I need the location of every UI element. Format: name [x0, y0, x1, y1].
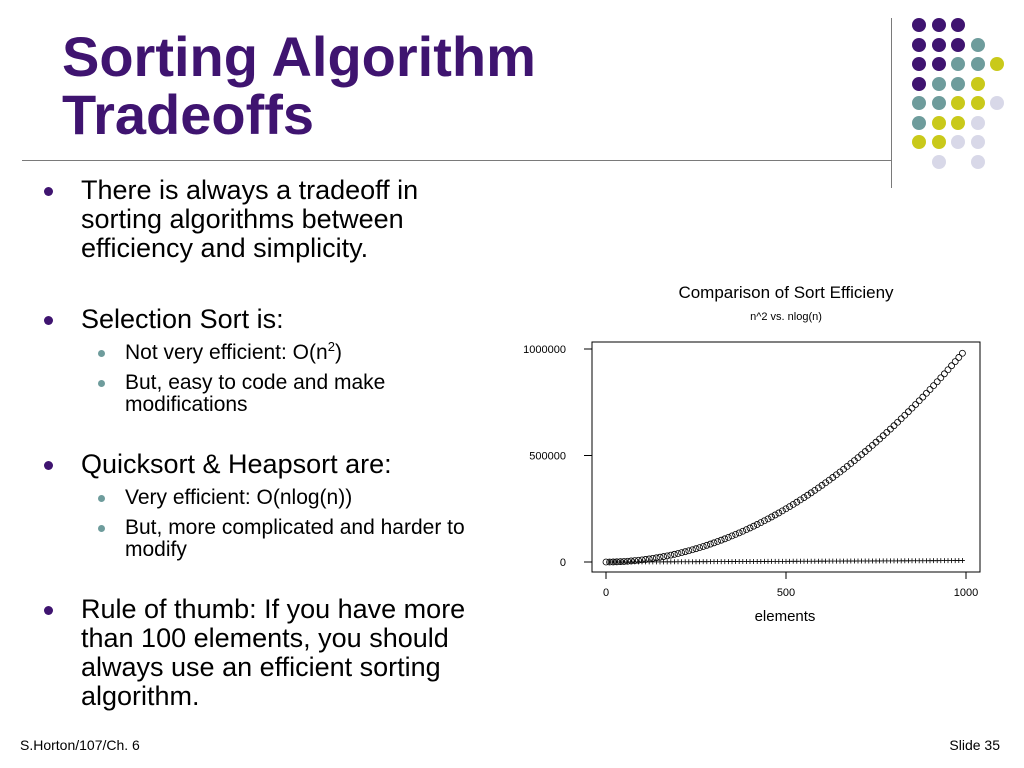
bullet-item: [44, 176, 504, 263]
bullet-list: [44, 176, 504, 711]
decorative-dot-grid: [902, 10, 1022, 170]
bullet-text: Quicksort & Heapsort are:: [81, 449, 392, 479]
bullet-marker: [44, 187, 53, 196]
n-squared-point: [949, 363, 955, 369]
n-squared-point: [909, 405, 915, 411]
n-squared-point: [938, 375, 944, 381]
n-squared-point: [873, 439, 879, 445]
decorative-dot: [990, 57, 1004, 71]
decorative-dot: [971, 96, 985, 110]
sub-bullet-item: [88, 372, 504, 416]
x-axis: [603, 572, 978, 599]
decorative-dot: [932, 116, 946, 130]
series-nlogn: [607, 558, 965, 564]
n-squared-point: [736, 530, 742, 536]
n-squared-point: [722, 536, 728, 542]
x-tick-label: 1000: [953, 587, 979, 599]
n-squared-point: [772, 512, 778, 518]
n-squared-point: [905, 409, 911, 415]
sub-bullet-marker: [98, 525, 105, 532]
n-squared-point: [682, 549, 688, 555]
sub-bullet-item: [88, 517, 504, 561]
n-squared-point: [956, 354, 962, 360]
n-squared-point: [927, 386, 933, 392]
chart-subtitle: n^2 vs. nlog(n): [750, 311, 822, 323]
sub-bullet-marker: [98, 380, 105, 387]
n-squared-point: [776, 510, 782, 516]
sub-bullet-text: But, more complicated and harder to modify: [125, 516, 465, 561]
n-squared-point: [891, 423, 897, 429]
n-squared-point: [686, 548, 692, 554]
sub-bullet-text: Not very efficient: $O(n^2)$: [125, 339, 342, 364]
n-squared-point: [941, 371, 947, 377]
footer-author: S.Horton/107/Ch. 6: [20, 737, 140, 753]
decorative-dot: [932, 135, 946, 149]
y-tick-label: 500000: [529, 450, 566, 463]
decorative-dot: [932, 57, 946, 71]
n-squared-point: [747, 525, 753, 531]
decorative-dot: [951, 57, 965, 71]
decorative-dot: [912, 77, 926, 91]
sub-bullet-text: But, easy to code and make modifications: [125, 371, 386, 416]
y-tick-label: 1000000: [523, 344, 566, 356]
n-squared-point: [877, 436, 883, 442]
vertical-rule: [891, 18, 892, 188]
decorative-dot: [990, 96, 1004, 110]
n-squared-point: [923, 390, 929, 396]
n-squared-point: [715, 539, 721, 545]
chart-title: Comparison of Sort Efficieny: [678, 283, 894, 302]
n-squared-point: [931, 383, 937, 389]
n-squared-point: [740, 528, 746, 534]
n-squared-point: [916, 398, 922, 404]
decorative-dot: [932, 96, 946, 110]
decorative-dot: [932, 18, 946, 32]
decorative-dot: [932, 77, 946, 91]
n-squared-point: [898, 416, 904, 422]
decorative-dot: [912, 57, 926, 71]
sub-bullet-marker: [98, 495, 105, 502]
bullet-item: [44, 305, 504, 334]
n-squared-point: [920, 394, 926, 400]
sub-bullet-text: Very efficient: O(nlog(n)): [125, 486, 353, 509]
decorative-dot: [951, 135, 965, 149]
n-squared-point: [704, 542, 710, 548]
n-squared-point: [729, 533, 735, 539]
n-squared-point: [902, 412, 908, 418]
n-squared-point: [959, 350, 965, 356]
title-line-2: Tradeoffs: [62, 83, 315, 146]
n-squared-point: [725, 534, 731, 540]
bullet-marker: [44, 316, 53, 325]
decorative-dot: [932, 155, 946, 169]
bullet-item: [44, 450, 504, 479]
n-squared-point: [707, 541, 713, 547]
decorative-dot: [971, 135, 985, 149]
sort-efficiency-chart: [500, 272, 1000, 632]
decorative-dot: [912, 96, 926, 110]
sub-bullet-list: [44, 487, 504, 561]
n-squared-point: [952, 359, 958, 365]
n-squared-point: [934, 379, 940, 385]
decorative-dot: [951, 18, 965, 32]
plot-frame: [592, 342, 980, 572]
n-squared-point: [895, 419, 901, 425]
n-squared-point: [880, 433, 886, 439]
n-squared-point: [913, 401, 919, 407]
decorative-dot: [971, 155, 985, 169]
n-squared-point: [754, 521, 760, 527]
decorative-dot: [932, 38, 946, 52]
title-line-1: Sorting Algorithm: [62, 25, 536, 88]
sub-bullet-item: [88, 487, 504, 509]
n-squared-point: [751, 523, 757, 529]
n-squared-point: [945, 367, 951, 373]
n-squared-point: [711, 540, 717, 546]
decorative-dot: [951, 77, 965, 91]
bullet-marker: [44, 606, 53, 615]
decorative-dot: [951, 116, 965, 130]
bullet-text: Selection Sort is:: [81, 304, 284, 334]
bullet-marker: [44, 461, 53, 470]
n-squared-point: [743, 527, 749, 533]
series-n-squared: [603, 350, 965, 565]
decorative-dot: [971, 57, 985, 71]
decorative-dot: [951, 96, 965, 110]
decorative-dot: [971, 116, 985, 130]
n-squared-point: [718, 537, 724, 543]
slide-number: Slide 35: [949, 737, 1000, 753]
bullet-text: Rule of thumb: If you have more than 100 elements, you should always use an efficient sorting algorithm.: [81, 594, 466, 711]
bullet-text: There is always a tradeoff in sorting algorithms between efficiency and simplicity.: [81, 175, 419, 263]
decorative-dot: [951, 38, 965, 52]
n-squared-point: [733, 531, 739, 537]
decorative-dot: [912, 38, 926, 52]
decorative-dot: [912, 18, 926, 32]
decorative-dot: [912, 116, 926, 130]
decorative-dot: [971, 77, 985, 91]
decorative-dot: [971, 38, 985, 52]
y-axis: [523, 344, 592, 569]
sub-bullet-list: [44, 339, 504, 416]
horizontal-rule: [22, 160, 892, 161]
slide-title: [62, 25, 536, 146]
n-squared-point: [758, 520, 764, 526]
nlogn-point: [960, 558, 965, 563]
n-squared-point: [769, 514, 775, 520]
x-tick-label: 0: [602, 587, 610, 599]
sub-bullet-item: [88, 339, 504, 364]
n-squared-point: [887, 426, 893, 432]
n-squared-point: [884, 429, 890, 435]
n-squared-point: [761, 518, 767, 524]
sub-bullet-marker: [98, 350, 105, 357]
n-squared-point: [869, 442, 875, 448]
decorative-dot: [912, 135, 926, 149]
n-squared-point: [689, 547, 695, 553]
x-axis-label: elements: [754, 608, 816, 625]
n-squared-point: [693, 546, 699, 552]
n-squared-point: [765, 516, 771, 522]
y-tick-label: 0: [559, 557, 566, 569]
n-squared-point: [697, 545, 703, 551]
n-squared-point: [779, 508, 785, 514]
x-tick-label: 500: [776, 587, 796, 599]
n-squared-point: [866, 445, 872, 451]
n-squared-point: [700, 543, 706, 549]
bullet-item: [44, 595, 504, 711]
